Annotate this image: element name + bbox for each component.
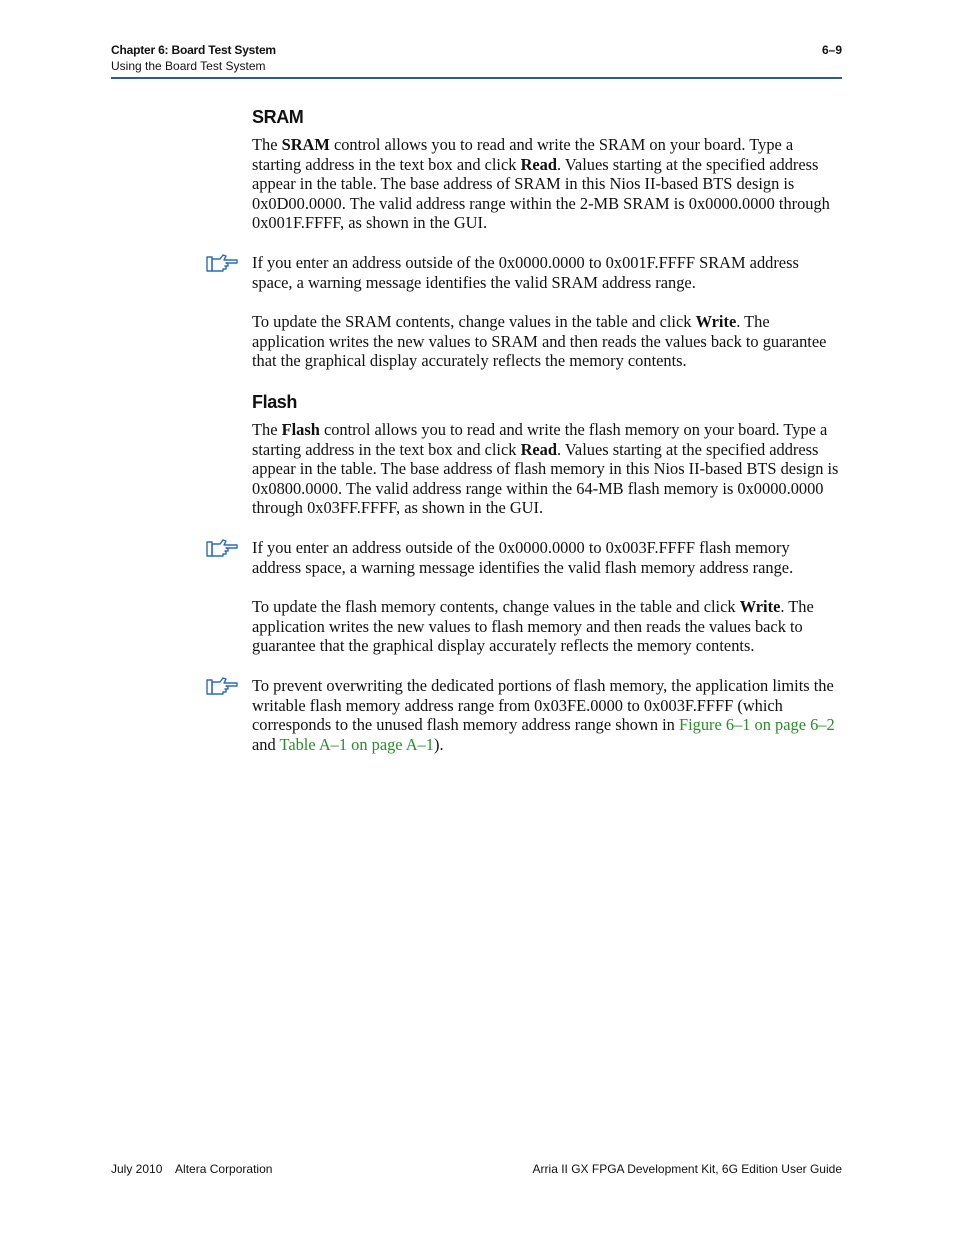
sram-intro-paragraph: The SRAM control allows you to read and write the SRAM on your board. Type a starting address in the text box and click Read. Values starting at the specified address appear in the table. The base address of SRAM in this Nios II-based BTS design is 0x0D00.0000. The valid address range within the 2-MB SRAM is 0x0000.0000 through 0x001F.FFFF, as shown in the GUI. [252,135,830,233]
flash-update-paragraph: To update the flash memory contents, change values in the table and click Write. The application writes the new values to flash memory and then reads the values back to guarantee that the graphical display accurately reflects the memory contents. [252,597,814,656]
pointing-hand-icon [206,253,238,273]
pointing-hand-icon [206,676,238,696]
figure-6-1-link[interactable]: Figure 6–1 on page 6–2 [678,715,835,735]
section-title: Using the Board Test System [111,59,266,73]
flash-protection-note: To prevent overwriting the dedicated portions of flash memory, the application limits the writable flash memory address range from 0x03FE.0000 to 0x003F.FFFF (which corresponds to the unused flash memory address range shown in Figure 6–1 on page 6–2 and Table A–1 on page A–1). [252,676,835,754]
footer-right: Arria II GX FPGA Development Kit, 6G Edition User Guide [532,1162,842,1176]
flash-heading: Flash [252,392,298,412]
sram-note: If you enter an address outside of the 0x0000.0000 to 0x001F.FFFF SRAM address space, a warning message identifies the valid SRAM address range. [252,253,799,292]
table-a-1-link[interactable]: Table A–1 on page A–1 [279,734,435,754]
header-rule [111,77,842,79]
sram-heading: SRAM [252,107,304,127]
flash-note: If you enter an address outside of the 0x0000.0000 to 0x003F.FFFF flash memory address space, a warning message identifies the valid flash memory address range. [252,538,794,577]
pointing-hand-icon [206,538,238,558]
flash-intro-paragraph: The Flash control allows you to read and write the flash memory on your board. Type a starting address in the text box and click Read. Values starting at the specified address appear in the table. The base address of flash memory in this Nios II-based BTS design is 0x0800.0000. The valid address range within the 64-MB flash memory is 0x0000.0000 through 0x03FF.FFFF, as shown in the GUI. [252,420,839,518]
sram-update-paragraph: To update the SRAM contents, change values in the table and click Write. The application writes the new values to SRAM and then reads the values back to guarantee that the graphical display accurately reflects the memory contents. [252,312,827,371]
footer-left: July 2010 Altera Corporation [111,1162,273,1176]
chapter-title: Chapter 6: Board Test System [111,43,276,57]
page-number: 6–9 [821,43,842,57]
